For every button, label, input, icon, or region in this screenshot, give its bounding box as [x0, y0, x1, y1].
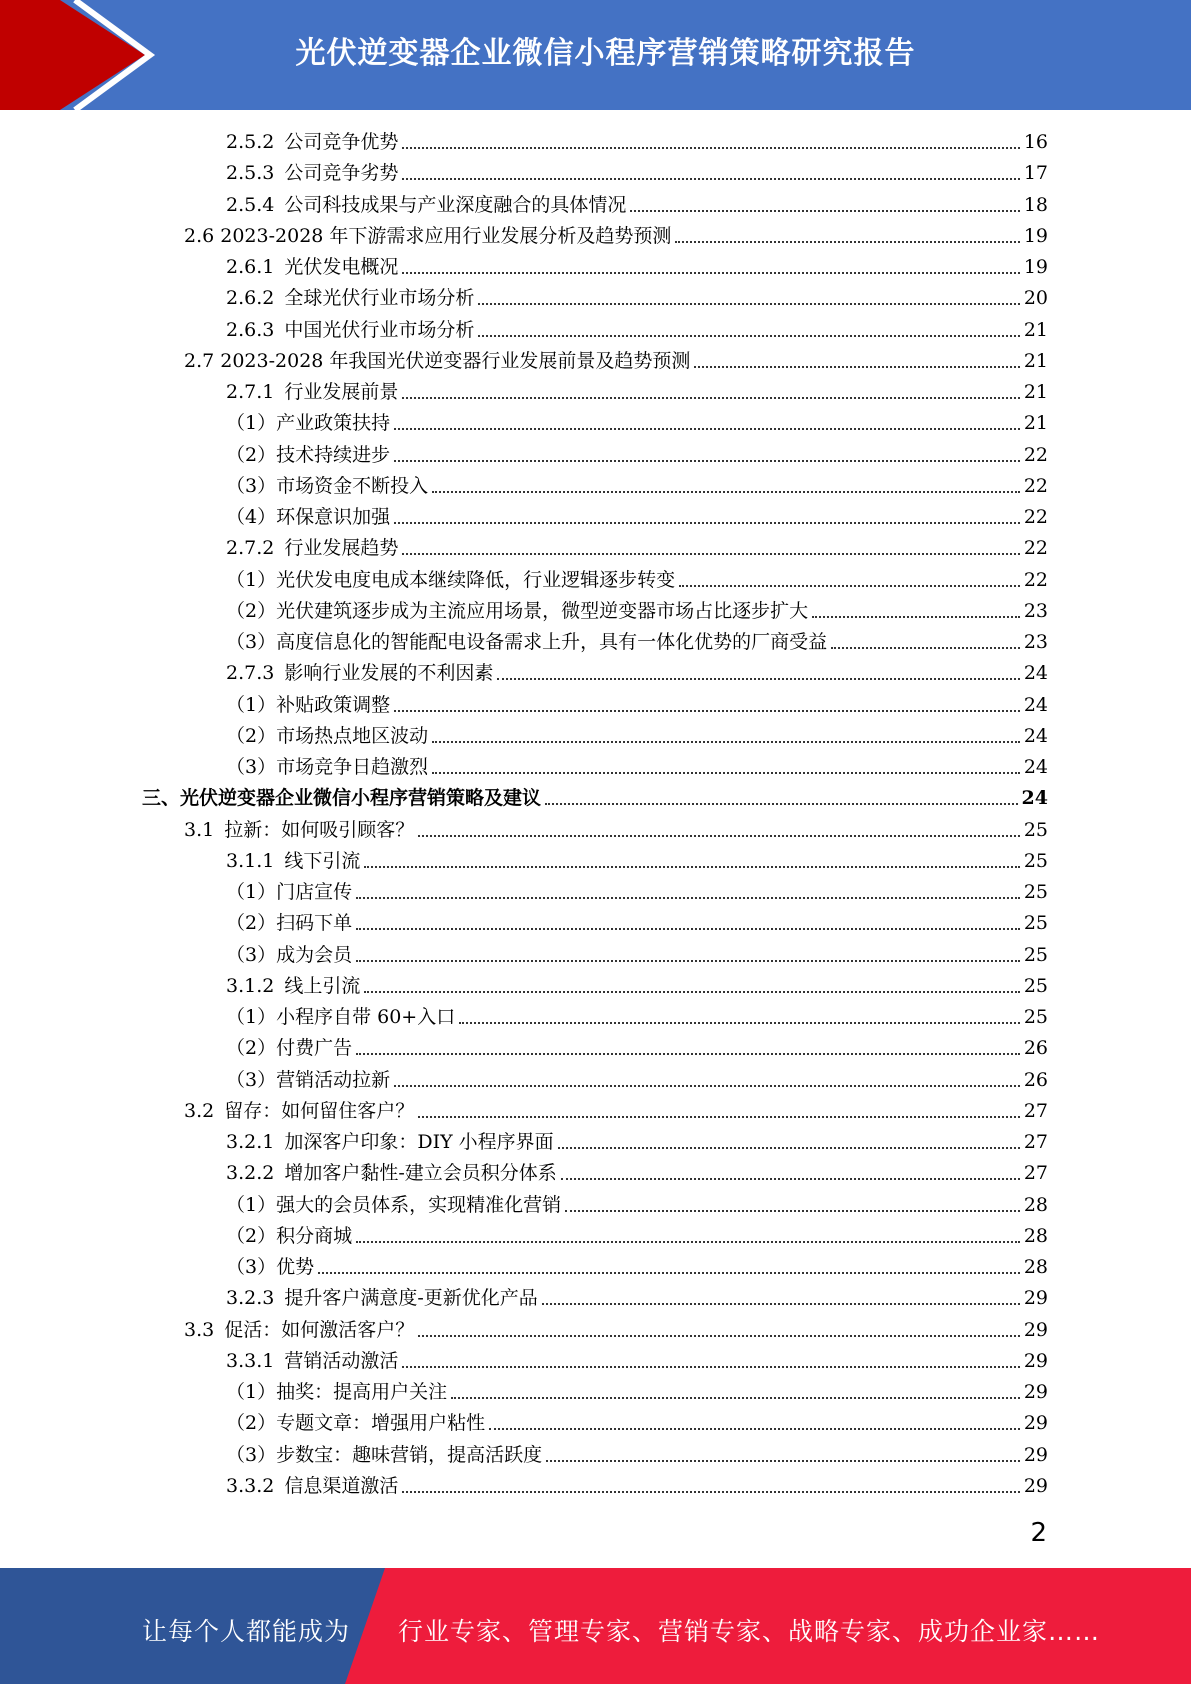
- toc-entry-label: [226, 908, 352, 939]
- toc-entry-page: 25: [1023, 943, 1048, 966]
- toc-dot-leader: [356, 877, 1020, 899]
- toc-entry[interactable]: [226, 190, 1048, 221]
- toc-entry-page: 24: [1023, 693, 1048, 716]
- toc-entry-page: 22: [1023, 537, 1048, 560]
- toc-entry-title: （2）技术持续进步: [226, 443, 391, 466]
- toc-entry-page: 26: [1023, 1037, 1048, 1060]
- toc-entry-page: 29: [1023, 1287, 1048, 1310]
- toc-entry-title: 加深客户印象：DIY 小程序界面: [284, 1131, 554, 1153]
- toc-entry-label: [226, 627, 827, 658]
- toc-entry-page: 28: [1023, 1193, 1048, 1216]
- toc-entry-label: [226, 533, 398, 564]
- footer-slogan-left: 让每个人都能成为: [142, 1617, 351, 1646]
- toc-entry-label: [226, 127, 398, 158]
- toc-dot-leader: [394, 502, 1020, 524]
- toc-entry-page: 22: [1023, 506, 1048, 528]
- toc-dot-leader: [451, 1377, 1020, 1399]
- toc-dot-leader: [418, 815, 1020, 837]
- toc-entry-number: 3.2: [184, 1099, 215, 1122]
- toc-dot-leader: [402, 127, 1019, 149]
- toc-entry-number: 2.7.3: [226, 662, 275, 685]
- toc-entry-page: 22: [1023, 568, 1048, 591]
- toc-entry[interactable]: [226, 1190, 1048, 1221]
- toc-entry-title: （4）环保意识加强: [226, 506, 391, 528]
- toc-dot-leader: [478, 283, 1019, 305]
- toc-entry-label: [226, 1283, 538, 1314]
- toc-entry-label: [226, 658, 493, 689]
- toc-dot-leader: [561, 1158, 1020, 1180]
- toc-entry-page: 18: [1023, 193, 1048, 216]
- toc-entry[interactable]: [226, 1471, 1048, 1502]
- toc-entry-page: 16: [1023, 131, 1048, 153]
- toc-entry-title: 营销活动激活: [284, 1349, 399, 1372]
- toc-entry-number: 3.1.1: [226, 849, 275, 872]
- toc-entry[interactable]: [226, 1408, 1048, 1439]
- toc-entry-label: [142, 783, 541, 814]
- toc-entry-label: [184, 815, 414, 846]
- toc-entry-title: （1）光伏发电度电成本继续降低，行业逻辑逐步转变: [226, 568, 676, 591]
- toc-dot-leader: [432, 752, 1020, 774]
- toc-dot-leader: [489, 1408, 1020, 1430]
- toc-entry-page: 29: [1023, 1381, 1048, 1403]
- toc-entry-title: 光伏发电概况: [284, 256, 399, 278]
- toc-entry-page: 21: [1023, 412, 1048, 435]
- toc-dot-leader: [565, 1190, 1020, 1212]
- toc-dot-leader: [694, 346, 1019, 368]
- toc-entry-page: 29: [1023, 1412, 1048, 1435]
- toc-dot-leader: [364, 971, 1019, 993]
- toc-entry[interactable]: [226, 158, 1048, 189]
- toc-entry-page: 19: [1023, 256, 1048, 278]
- toc-entry-number: 2.6.1: [226, 256, 275, 278]
- toc-entry-page: 22: [1023, 443, 1048, 466]
- toc-entry-label: [226, 440, 390, 471]
- toc-entry-title: （3）高度信息化的智能配电设备需求上升，具有一体化优势的厂商受益: [226, 631, 828, 653]
- toc-entry[interactable]: [184, 815, 1048, 846]
- toc-entry[interactable]: [226, 1440, 1048, 1471]
- toc-entry-number: 3.3.1: [226, 1349, 275, 1372]
- toc-entry-title: 线上引流: [284, 974, 361, 997]
- toc-entry-label: [226, 971, 360, 1002]
- toc-dot-leader: [402, 1471, 1019, 1493]
- toc-dot-leader: [558, 1127, 1020, 1149]
- toc-entry[interactable]: [226, 471, 1048, 502]
- toc-entry-title: 促活：如何激活客户？: [224, 1318, 415, 1341]
- toc-entry-number: 2.5.4: [226, 193, 275, 216]
- toc-entry[interactable]: [226, 283, 1048, 314]
- toc-entry-number: 2.5.2: [226, 131, 275, 153]
- toc-entry-title: 信息渠道激活: [284, 1474, 399, 1497]
- toc-entry-page: 27: [1023, 1131, 1048, 1153]
- toc-dot-leader: [356, 940, 1020, 962]
- toc-dot-leader: [356, 1033, 1020, 1055]
- toc-entry-title: 行业发展前景: [284, 381, 399, 403]
- toc-entry-label: [226, 1033, 352, 1064]
- toc-dot-leader: [478, 315, 1019, 337]
- toc-entry-page: 25: [1023, 1006, 1048, 1028]
- toc-dot-leader: [546, 1440, 1020, 1462]
- toc-entry-title: （2）扫码下单: [226, 912, 353, 935]
- toc-entry-label: [226, 596, 808, 627]
- toc-entry[interactable]: [184, 221, 1048, 252]
- toc-dot-leader: [545, 783, 1018, 805]
- toc-entry-page: 20: [1023, 287, 1048, 310]
- toc-entry-title: 公司竞争劣势: [284, 162, 399, 185]
- toc-entry-title: 中国光伏行业市场分析: [284, 318, 475, 341]
- toc-entry[interactable]: [226, 252, 1048, 283]
- toc-dot-leader: [679, 565, 1020, 587]
- toc-entry-title: （2）专题文章：增强用户粘性: [226, 1412, 486, 1435]
- toc-dot-leader: [364, 846, 1019, 868]
- toc-entry-title: 提升客户满意度-更新优化产品: [284, 1287, 538, 1310]
- toc-entry-number: 3.3: [184, 1318, 215, 1341]
- toc-entry[interactable]: [226, 971, 1048, 1002]
- page-number: 2: [1030, 1518, 1047, 1548]
- toc-dot-leader: [356, 908, 1020, 930]
- toc-entry[interactable]: [226, 565, 1048, 596]
- toc-dot-leader: [831, 627, 1020, 649]
- toc-entry-label: [184, 346, 690, 377]
- toc-entry[interactable]: [226, 315, 1048, 346]
- toc-entry-number: 3.1: [184, 818, 215, 841]
- toc-entry-page: 23: [1023, 599, 1048, 622]
- toc-entry-label: [226, 1065, 390, 1096]
- toc-entry-label: [226, 1158, 557, 1189]
- toc-entry-number: 2.7.1: [226, 381, 275, 403]
- toc-dot-leader: [394, 440, 1020, 462]
- toc-entry[interactable]: [226, 596, 1048, 627]
- toc-entry-title: 留存：如何留住客户？: [224, 1099, 415, 1122]
- toc-entry[interactable]: [226, 690, 1048, 721]
- toc-entry[interactable]: [226, 940, 1048, 971]
- toc-entry-title: 公司竞争优势: [284, 131, 399, 153]
- toc-dot-leader: [432, 721, 1020, 743]
- toc-entry-number: 2.5.3: [226, 162, 275, 185]
- toc-dot-leader: [542, 1283, 1020, 1305]
- toc-entry[interactable]: [226, 1002, 1048, 1033]
- toc-entry[interactable]: [226, 877, 1048, 908]
- toc-entry[interactable]: [226, 658, 1048, 689]
- toc-entry-page: 24: [1023, 724, 1048, 747]
- toc-entry-label: [226, 1221, 352, 1252]
- toc-entry-label: [184, 221, 671, 252]
- toc-entry-title: 线下引流: [284, 849, 361, 872]
- toc-entry[interactable]: [226, 440, 1048, 471]
- toc-entry-label: [226, 846, 360, 877]
- toc-entry-label: [226, 315, 474, 346]
- toc-entry-title: （1）抽奖：提高用户关注: [226, 1381, 448, 1403]
- toc-entry-label: [226, 502, 390, 533]
- toc-entry[interactable]: [226, 1283, 1048, 1314]
- toc-dot-leader: [394, 690, 1020, 712]
- toc-entry-page: 24: [1023, 662, 1048, 685]
- toc-entry-label: [226, 1190, 561, 1221]
- toc-entry-page: 29: [1023, 1474, 1048, 1497]
- toc-entry[interactable]: [226, 1377, 1048, 1408]
- toc-entry-label: [184, 1315, 414, 1346]
- toc-entry-title: （3）营销活动拉新: [226, 1068, 391, 1091]
- toc-entry-page: 29: [1023, 1349, 1048, 1372]
- toc-entry[interactable]: [226, 1221, 1048, 1252]
- toc-entry-title: （3）成为会员: [226, 943, 353, 966]
- toc-entry-page: 25: [1023, 818, 1048, 841]
- toc-entry-title: 2.6 2023-2028 年下游需求应用行业发展分析及趋势预测: [184, 224, 672, 247]
- toc-entry-label: [226, 1377, 447, 1408]
- toc-entry-label: [226, 190, 626, 221]
- toc-entry[interactable]: [226, 377, 1048, 408]
- toc-entry-title: （1）产业政策扶持: [226, 412, 391, 435]
- toc-entry[interactable]: [226, 502, 1048, 533]
- toc-entry-title: （1）补贴政策调整: [226, 693, 391, 716]
- toc-entry-title: （2）积分商城: [226, 1224, 353, 1247]
- toc-entry[interactable]: [226, 1252, 1048, 1283]
- toc-dot-leader: [418, 1096, 1020, 1118]
- toc-entry-label: [184, 1096, 414, 1127]
- toc-dot-leader: [402, 1346, 1019, 1368]
- toc-dot-leader: [402, 533, 1019, 555]
- toc-entry-page: 21: [1023, 381, 1048, 403]
- toc-entry-page: 25: [1023, 881, 1048, 903]
- toc-entry-number: 2.6.2: [226, 287, 275, 310]
- toc-dot-leader: [402, 252, 1019, 274]
- toc-entry-number: 2.6.3: [226, 318, 275, 341]
- toc-dot-leader: [812, 596, 1020, 618]
- toc-entry[interactable]: [226, 1033, 1048, 1064]
- toc-entry-label: [226, 1002, 455, 1033]
- toc-entry-number: 3.2.3: [226, 1287, 275, 1310]
- toc-entry[interactable]: [226, 627, 1048, 658]
- toc-entry-label: [226, 377, 398, 408]
- toc-entry-label: [226, 158, 398, 189]
- toc-entry-title: （2）付费广告: [226, 1037, 353, 1060]
- toc-entry-label: [226, 1408, 485, 1439]
- toc-entry-number: 2.7.2: [226, 537, 275, 560]
- toc-entry[interactable]: [226, 1065, 1048, 1096]
- toc-entry-label: [226, 565, 675, 596]
- toc-dot-leader: [630, 190, 1019, 212]
- toc-dot-leader: [402, 377, 1019, 399]
- toc-entry-label: [226, 1440, 542, 1471]
- toc-entry-number: 3.3.2: [226, 1474, 275, 1497]
- toc-entry-title: （3）步数宝：趣味营销，提高活跃度: [226, 1443, 543, 1466]
- toc-dot-leader: [356, 1221, 1020, 1243]
- toc-entry-page: 24: [1021, 787, 1048, 810]
- toc-entry[interactable]: [226, 1127, 1048, 1158]
- toc-entry[interactable]: [142, 783, 1048, 814]
- toc-dot-leader: [497, 658, 1019, 680]
- toc-entry[interactable]: [226, 1346, 1048, 1377]
- toc-entry-page: 24: [1023, 756, 1048, 778]
- toc-dot-leader: [675, 221, 1019, 243]
- toc-entry[interactable]: [226, 752, 1048, 783]
- toc-entry[interactable]: [226, 908, 1048, 939]
- toc-entry-number: 3.2.1: [226, 1131, 275, 1153]
- toc-entry-page: 29: [1023, 1318, 1048, 1341]
- toc-entry-label: [226, 471, 428, 502]
- toc-dot-leader: [459, 1002, 1020, 1024]
- report-title: 光伏逆变器企业微信小程序营销策略研究报告: [295, 36, 916, 71]
- toc-entry-label: [226, 1252, 314, 1283]
- toc-entry-title: 拉新：如何吸引顾客？: [224, 818, 415, 841]
- toc-entry[interactable]: [226, 408, 1048, 439]
- toc-entry-label: [226, 283, 474, 314]
- toc-entry-label: [226, 877, 352, 908]
- toc-entry-label: [226, 721, 428, 752]
- toc-entry-label: [226, 690, 390, 721]
- toc-entry-label: [226, 408, 390, 439]
- page-header: [0, 0, 1191, 110]
- toc-entry-number: 3.2.2: [226, 1162, 275, 1185]
- toc-entry-title: （3）优势: [226, 1256, 315, 1278]
- toc-entry-label: [226, 1346, 398, 1377]
- toc-dot-leader: [418, 1315, 1020, 1337]
- toc-entry-page: 27: [1023, 1099, 1048, 1122]
- toc-entry[interactable]: [226, 533, 1048, 564]
- toc-entry-label: [226, 1471, 398, 1502]
- toc-entry-page: 28: [1023, 1256, 1048, 1278]
- toc-entry-label: [226, 752, 428, 783]
- toc-entry-page: 27: [1023, 1162, 1048, 1185]
- footer-slogan-right: 行业专家、管理专家、营销专家、战略专家、成功企业家……: [398, 1617, 1101, 1646]
- toc-entry-label: [226, 252, 398, 283]
- toc-entry[interactable]: [226, 721, 1048, 752]
- toc-entry[interactable]: [226, 846, 1048, 877]
- toc-entry-page: 25: [1023, 974, 1048, 997]
- toc-entry-page: 25: [1023, 849, 1048, 872]
- toc-entry-label: [226, 940, 352, 971]
- toc-entry-title: （3）市场资金不断投入: [226, 474, 429, 497]
- toc-entry-title: 2.7 2023-2028 年我国光伏逆变器行业发展前景及趋势预测: [184, 349, 691, 372]
- toc-entry-page: 23: [1023, 631, 1048, 653]
- toc-entry[interactable]: [184, 1315, 1048, 1346]
- toc-entry-page: 25: [1023, 912, 1048, 935]
- toc-entry-page: 19: [1023, 224, 1048, 247]
- toc-entry-title: 增加客户黏性-建立会员积分体系: [284, 1162, 557, 1185]
- toc-entry-page: 22: [1023, 474, 1048, 497]
- toc-entry-label: [226, 1127, 554, 1158]
- toc-entry-title: 行业发展趋势: [284, 537, 399, 560]
- toc-entry-page: 21: [1023, 349, 1048, 372]
- page-footer: [0, 1568, 1191, 1684]
- toc-entry-title: （2）市场热点地区波动: [226, 724, 429, 747]
- toc-entry[interactable]: [226, 1158, 1048, 1189]
- toc-dot-leader: [394, 1065, 1020, 1087]
- toc-entry-title: （1）门店宣传: [226, 881, 353, 903]
- toc-entry-title: 公司科技成果与产业深度融合的具体情况: [284, 193, 627, 216]
- toc-entry-page: 21: [1023, 318, 1048, 341]
- toc-entry-title: （1）小程序自带 60+入口: [226, 1006, 456, 1028]
- toc-entry[interactable]: [226, 127, 1048, 158]
- toc-entry-title: 三、光伏逆变器企业微信小程序营销策略及建议: [142, 787, 542, 810]
- toc-dot-leader: [318, 1252, 1020, 1274]
- toc-entry[interactable]: [184, 346, 1048, 377]
- toc-entry-page: 28: [1023, 1224, 1048, 1247]
- toc-dot-leader: [394, 408, 1020, 430]
- toc-entry-title: 全球光伏行业市场分析: [284, 287, 475, 310]
- toc-entry-title: （3）市场竞争日趋激烈: [226, 756, 429, 778]
- toc-dot-leader: [432, 471, 1020, 493]
- toc-entry-page: 17: [1023, 162, 1048, 185]
- toc-dot-leader: [402, 158, 1019, 180]
- toc-entry-page: 29: [1023, 1443, 1048, 1466]
- toc-entry-page: 26: [1023, 1068, 1048, 1091]
- toc-entry-number: 3.1.2: [226, 974, 275, 997]
- toc-entry-title: （1）强大的会员体系，实现精准化营销: [226, 1193, 562, 1216]
- toc-entry-title: （2）光伏建筑逐步成为主流应用场景，微型逆变器市场占比逐步扩大: [226, 599, 809, 622]
- toc-entry-title: 影响行业发展的不利因素: [284, 662, 494, 685]
- toc-entry[interactable]: [184, 1096, 1048, 1127]
